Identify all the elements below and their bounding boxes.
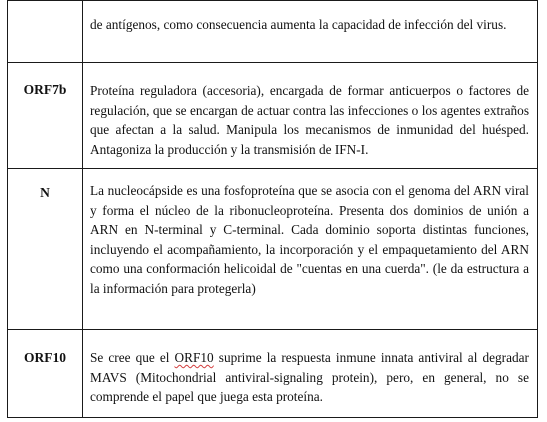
row-description (83, 330, 537, 407)
row-label-cell (8, 169, 83, 330)
table-row (8, 63, 538, 169)
description-text-after: suprime la respuesta inmune innata antiviral al degradar MAVS (Mitochondrial antiviral-signaling protein), pero, en general, no se comprende el papel que juega esta proteína. (90, 350, 529, 405)
row-label: N (40, 185, 50, 200)
spellcheck-marked-word: ORF10 (174, 350, 214, 365)
row-label-cell (8, 330, 83, 418)
row-label: ORF7b (23, 82, 67, 97)
row-description: La nucleocápside es una fosfoproteína que se asocia con el genoma del ARN viral y forma el núcleo de la ribonucleoproteína. Presenta dos dominios de unión a ARN en N-terminal y C-terminal. Cada dominio soporta distintas funciones, incluyendo el acompañamiento, la incorporación y el empaquetamiento del ARN como una conformación helicoidal de "cuentas en una cuerda". (le da estructura a la información para protegerla) (90, 183, 529, 296)
table-row (8, 1, 538, 63)
row-description-cell (83, 330, 538, 418)
row-description: de antígenos, como consecuencia aumenta la capacidad de infección del virus. (90, 17, 507, 32)
table-row (8, 169, 538, 330)
row-label-cell (8, 1, 83, 63)
row-label-cell (8, 63, 83, 169)
row-description-cell (83, 63, 538, 169)
row-description-cell (83, 1, 538, 63)
row-label: ORF10 (24, 350, 66, 365)
row-label (8, 1, 82, 13)
row-description: Proteína reguladora (accesoria), encargada de formar anticuerpos o factores de regulación, que se encargan de actuar contra las infecciones o los agentes extraños que afectan a la salud. Manipula los mecanismos de inmunidad del huésped. Antagoniza la producción y la transmisión de IFN-I. (90, 83, 529, 157)
protein-table (7, 0, 538, 418)
table-row (8, 330, 538, 418)
description-text-before: Se cree que el (90, 350, 175, 365)
row-description-cell (83, 169, 538, 330)
